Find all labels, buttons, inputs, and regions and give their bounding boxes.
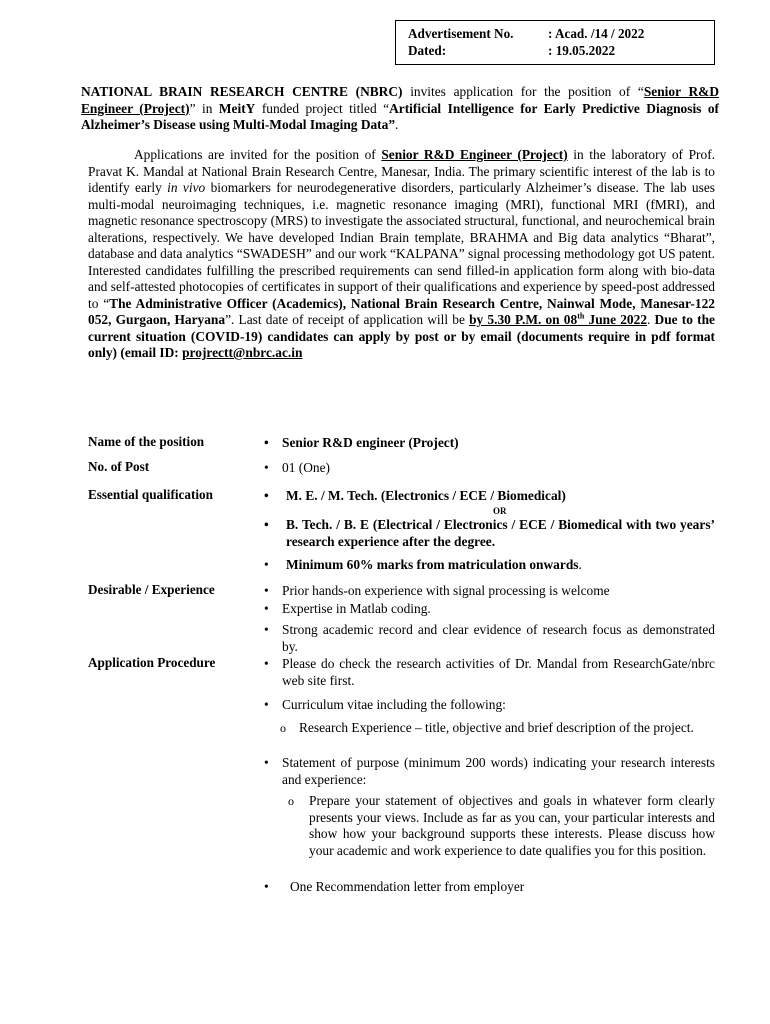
bullet-icon: • [264, 601, 269, 616]
deadline-text: by 5.30 P.M. on 08 [469, 312, 578, 327]
deadline-suffix: th [577, 311, 585, 321]
advertisement-number-row [408, 26, 644, 42]
intro-text: funded project titled “ [255, 100, 390, 116]
bullet-icon: • [264, 583, 269, 598]
essential-text: Minimum 60% marks from matriculation onwards [286, 557, 579, 572]
bullet-icon: • [264, 879, 269, 894]
essential-qualification-label: Essential qualification [88, 487, 213, 502]
bullet-icon: • [264, 460, 269, 475]
essential-item-3 [264, 557, 715, 574]
organization-name: NATIONAL BRAIN RESEARCH CENTRE (NBRC) [81, 84, 403, 99]
covid-notice: Due to the current situation (COVID-19) candidates can apply by post or by email (documents require in pdf format only) (email ID: [88, 312, 715, 360]
mailing-address: The Administrative Officer (Academics), National Brain Research Centre, Nainwal Mode, Manesar-122 052, Gurgaon, Haryana [88, 295, 715, 327]
advertisement-date-value: : 19.05.2022 [548, 43, 616, 58]
advertisement-number-value: : Acad. /14 / 2022 [548, 26, 645, 41]
advertisement-date-row [408, 43, 615, 59]
post-count-item [264, 460, 715, 477]
procedure-item-3 [264, 755, 715, 788]
email-link[interactable]: projrectt@nbrc.ac.in [182, 345, 303, 360]
procedure-subtext: Prepare your statement of objectives and goals in whatever form clearly presents your views. Include as far as you can, your particular interests and show how your background supports these interests. Please discuss how your academic and work experience to date qualifies you for this position. [309, 793, 715, 858]
advertisement-date-label: Dated: [408, 43, 447, 58]
funder-name: MeitY [218, 100, 256, 116]
procedure-text: Please do check the research activities of Dr. Mandal from ResearchGate/nbrc web site first. [282, 656, 715, 688]
position-name-item [264, 435, 715, 452]
body-text: Applications are invited for the position of [134, 147, 382, 162]
or-separator: OR [493, 506, 507, 516]
advertisement-box [395, 20, 715, 65]
intro-text: ” in [189, 100, 219, 116]
desirable-text: Prior hands-on experience with signal processing is welcome [282, 583, 610, 598]
desirable-item-1 [264, 583, 715, 600]
procedure-text: One Recommendation letter from employer [290, 879, 525, 894]
bullet-icon: • [264, 622, 269, 637]
deadline [469, 312, 647, 327]
project-title: Artificial Intelligence for Early Predictive Diagnosis of Alzheimer’s Disease using Multi-Modal Imaging Data” [81, 100, 719, 133]
application-procedure-label: Application Procedure [88, 655, 216, 670]
body-paragraph [88, 147, 715, 362]
deadline-text: June 2022 [584, 312, 648, 327]
position-name-label: Name of the position [88, 434, 205, 449]
post-count-value: 01 (One) [282, 460, 330, 475]
desirable-experience-label: Desirable / Experience [88, 582, 215, 597]
desirable-text: Expertise in Matlab coding. [282, 601, 431, 616]
procedure-item-1 [264, 656, 715, 689]
essential-text: M. E. / M. Tech. (Electronics / ECE / Biomedical) [286, 488, 566, 503]
procedure-item-4 [264, 879, 715, 896]
bullet-icon: • [264, 488, 269, 503]
bullet-icon: • [264, 557, 269, 572]
bullet-icon: • [264, 435, 269, 450]
desirable-item-2 [264, 601, 715, 618]
circle-bullet-icon: o [280, 721, 286, 735]
body-text: biomarkers for neurodegenerative disorders, particularly Alzheimer’s disease. The lab uses multi-modal neuroimaging techniques, i.e. magnetic resonance imaging (MRI), functional MRI (fMRI), and magnetic resonance spectroscopy (MRS) to investigate the associated structural, functional, and neurochemical brain alterations, respectively. We have developed Indian Brain template, BRAHMA and Big data analytics “Bharat”, database and data analytics “SWADESH” and our work “KALPANA” signal processing methodology got US patent. Interested candidates fulfilling the prescribed requirements can send filled-in application form along with bio-data and self-attested photocopies of certificates in support of their qualifications and experience by speed-post addressed to “ [88, 180, 715, 311]
advertisement-number-label: Advertisement No. [408, 26, 514, 41]
intro-text: invites application for the position of “ [402, 84, 644, 99]
intro-text: . [395, 117, 399, 133]
desirable-item-3 [264, 622, 715, 655]
bullet-icon: • [264, 755, 269, 770]
essential-text: B. Tech. / B. E (Electrical / Electronics / ECE / Biomedical with two years’ research experience after the degree. [286, 517, 715, 549]
essential-text: . [578, 557, 582, 572]
procedure-subtext: Research Experience – title, objective and brief description of the project. [299, 720, 694, 735]
essential-item-2 [264, 517, 715, 550]
desirable-text: Strong academic record and clear evidence of research focus as demonstrated by. [282, 622, 715, 654]
position-title: Senior R&D Engineer (Project) [381, 147, 568, 162]
post-count-label: No. of Post [88, 459, 150, 474]
procedure-item-2 [264, 697, 715, 714]
body-text: . [647, 312, 655, 327]
bullet-icon: • [264, 517, 269, 532]
essential-item-1 [264, 488, 715, 505]
position-title: Senior R&D Engineer (Project) [81, 84, 719, 116]
body-text: ”. Last date of receipt of application will be [225, 312, 470, 327]
procedure-subitem-3a [288, 793, 715, 859]
position-name-value: Senior R&D engineer (Project) [282, 435, 459, 450]
in-vivo-text: in vivo [167, 180, 206, 195]
intro-paragraph [81, 84, 719, 134]
procedure-text: Curriculum vitae including the following: [282, 697, 506, 712]
circle-bullet-icon: o [288, 794, 294, 808]
procedure-subitem-2a [280, 720, 715, 737]
body-text: in the laboratory of Prof. Pravat K. Mandal at National Brain Research Centre, Manesar, India. The primary scientific interest of the lab is to identify early [88, 147, 715, 195]
bullet-icon: • [264, 697, 269, 712]
procedure-text: Statement of purpose (minimum 200 words) indicating your research interests and experience: [282, 755, 715, 787]
bullet-icon: • [264, 656, 269, 671]
